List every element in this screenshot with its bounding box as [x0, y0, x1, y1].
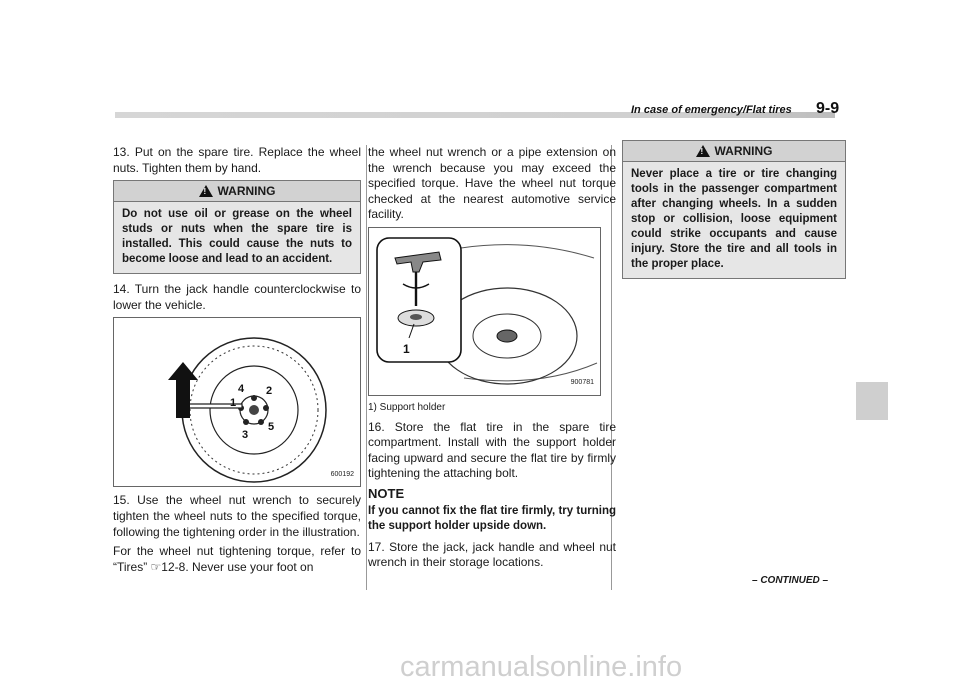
watermark: carmanualsonline.info: [400, 651, 683, 683]
order-label: 2: [266, 385, 273, 398]
chapter-tab: [856, 382, 888, 420]
step-13: 13. Put on the spare tire. Replace the wheel nuts. Tighten them by hand.: [113, 145, 361, 175]
warning-triangle-icon: [696, 145, 710, 157]
page-number: 9-9: [816, 100, 840, 117]
torque-reference: For the wheel nut tightening torque, refer to “Tires” ☞12-8. Never use your foot on: [113, 544, 361, 574]
stud: [251, 395, 257, 401]
center-cap: [249, 405, 259, 415]
storage-illustration: [369, 228, 600, 395]
step-16: 16. Store the flat tire in the spare tire compartment. Install with the support holder facing upward and secure the flat tire by firmly tightening the attaching bolt.: [368, 419, 616, 481]
warning-text: Do not use oil or grease on the wheel studs or nuts when the spare tire is installed. This could cause the nuts to become loose and lead to an accident.: [114, 202, 360, 273]
stud: [263, 405, 269, 411]
order-label: 5: [268, 421, 275, 434]
stud: [258, 419, 264, 425]
column-divider: [366, 145, 367, 590]
warning-triangle-icon: [199, 185, 213, 197]
order-label: 4: [238, 383, 245, 396]
step-17: 17. Store the jack, jack handle and wheel nut wrench in their storage locations.: [368, 539, 616, 570]
warning-header: [623, 141, 845, 162]
warning-header: [114, 181, 360, 202]
warning-box: [113, 180, 361, 274]
figure-code: 900781: [570, 379, 594, 387]
warning-title: WARNING: [217, 184, 276, 199]
figure-caption: 1) Support holder: [368, 401, 446, 413]
continued-text: the wheel nut wrench or a pipe extension on the wrench because you may exceed the specified torque. Have the wheel nut torque checked at the nearest automotive service facility.: [368, 145, 616, 222]
compartment-outline: [461, 245, 594, 258]
stud: [243, 419, 249, 425]
continued-label: – CONTINUED –: [752, 575, 829, 586]
wheel-nut-order-figure: [113, 317, 361, 487]
step-15: 15. Use the wheel nut wrench to securely tighten the wheel nuts to the specified torque, following the tightening order in the illustration.: [113, 493, 361, 539]
warning-title: WARNING: [714, 144, 773, 158]
warning-box: [622, 140, 846, 279]
holder-hub: [410, 314, 422, 320]
warning-text: Never place a tire or tire changing tools in the passenger compartment after changing wheels. In a sudden stop or collision, loose equipment could strike occupants and cause injury. Store the tire and all tools in the proper place.: [623, 162, 845, 278]
order-label: 1: [230, 397, 237, 410]
note-text: If you cannot fix the flat tire firmly, try turning the support holder upside down.: [368, 504, 616, 532]
tire-illustration: [114, 318, 360, 486]
order-label: 3: [242, 429, 249, 442]
step-14: 14. Turn the jack handle counterclockwise to lower the vehicle.: [113, 282, 361, 312]
column-3: [622, 145, 846, 287]
column-2: [368, 145, 616, 575]
spare-tire-storage-figure: [368, 227, 601, 396]
column-1: [113, 145, 361, 579]
section-title: In case of emergency/Flat tires: [631, 104, 792, 116]
part-label: 1: [403, 341, 410, 356]
note-title: NOTE: [368, 485, 405, 501]
support-holder: [497, 330, 517, 342]
figure-code: 600192: [330, 470, 354, 478]
